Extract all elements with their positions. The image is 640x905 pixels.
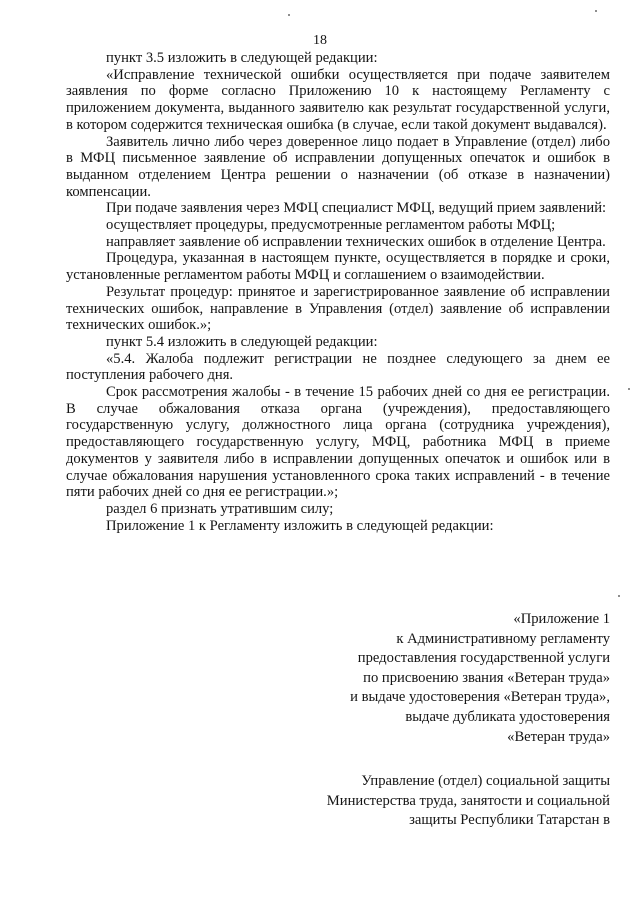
paragraph-10: «5.4. Жалоба подлежит регистрации не позднее следующего за днем ее поступления рабочего дня. xyxy=(66,350,610,384)
page-number: 18 xyxy=(313,33,327,48)
paragraph-8: Результат процедур: принятое и зарегистрированное заявление об исправлении технических ошибок, направление в Управления (отдел) заявление об исправлении технических ошибок.»; xyxy=(66,283,610,334)
paragraph-4: При подаче заявления через МФЦ специалист МФЦ, ведущий прием заявлений: xyxy=(106,200,607,217)
scan-speck xyxy=(288,14,290,16)
appendix-line: к Административному регламенту xyxy=(396,630,610,647)
appendix-line: выдаче дубликата удостоверения xyxy=(405,708,610,725)
paragraph-12: раздел 6 признать утратившим силу; xyxy=(106,500,334,517)
scan-speck xyxy=(595,10,597,12)
paragraph-7: Процедура, указанная в настоящем пункте, осуществляется в порядке и сроки, установленные регламентом работы МФЦ и соглашением о взаимодействии. xyxy=(66,250,610,284)
appendix-line: предоставления государственной услуги xyxy=(357,650,610,667)
appendix-line: «Приложение 1 xyxy=(513,611,610,627)
appendix-line: по присвоению звания «Ветеран труда» xyxy=(363,669,610,686)
paragraph-5: осуществляет процедуры, предусмотренные регламентом работы МФЦ; xyxy=(106,217,556,234)
paragraph-2: «Исправление технической ошибки осуществляется при подаче заявителем заявления по форме согласно Приложению 10 к настоящему Регламенту с приложением документа, выданного заявителю как результат государственной услуги, в котором содержится техническая ошибка (в случае, если такой документ выдавался). xyxy=(66,66,610,133)
appendix-line: и выдаче удостоверения «Ветеран труда», xyxy=(350,689,610,706)
addressee-line: Управление (отдел) социальной защиты xyxy=(361,773,610,789)
paragraph-9: пункт 5.4 изложить в следующей редакции: xyxy=(106,333,378,350)
appendix-line: «Ветеран труда» xyxy=(507,728,610,745)
addressee-line: Министерства труда, занятости и социальной xyxy=(326,792,610,809)
appendix-heading xyxy=(300,610,610,747)
body-text xyxy=(66,50,610,534)
paragraph-13: Приложение 1 к Регламенту изложить в следующей редакции: xyxy=(106,517,494,534)
paragraph-3: Заявитель лично либо через доверенное лицо подает в Управление (отдел) либо в МФЦ письменное заявление об исправлении допущенных опечаток и ошибок в выданном отделением Центра решении о назначении (об отказе в назначении) компенсации. xyxy=(66,133,610,200)
scan-speck xyxy=(618,595,620,597)
paragraph-6: направляет заявление об исправлении технических ошибок в отделение Центра. xyxy=(106,233,606,250)
addressee-line: защиты Республики Татарстан в xyxy=(409,812,610,829)
paragraph-1: пункт 3.5 изложить в следующей редакции: xyxy=(106,50,378,66)
paragraph-11: Срок рассмотрения жалобы - в течение 15 рабочих дней со дня ее регистрации. В случае обжалования отказа органа (учреждения), предоставляющего государственную услугу, должностного лица органа (сотрудника учреждения), предоставляющего государственную услугу, МФЦ, работника МФЦ в приеме документов у заявителя либо в исправлении допущенных опечаток и ошибок или в случае обжалования нарушения установленного срока таких исправлений - в течение пяти рабочих дней со дня ее регистрации.»; xyxy=(66,384,610,501)
scan-speck xyxy=(628,388,630,390)
addressee-block xyxy=(300,772,610,831)
